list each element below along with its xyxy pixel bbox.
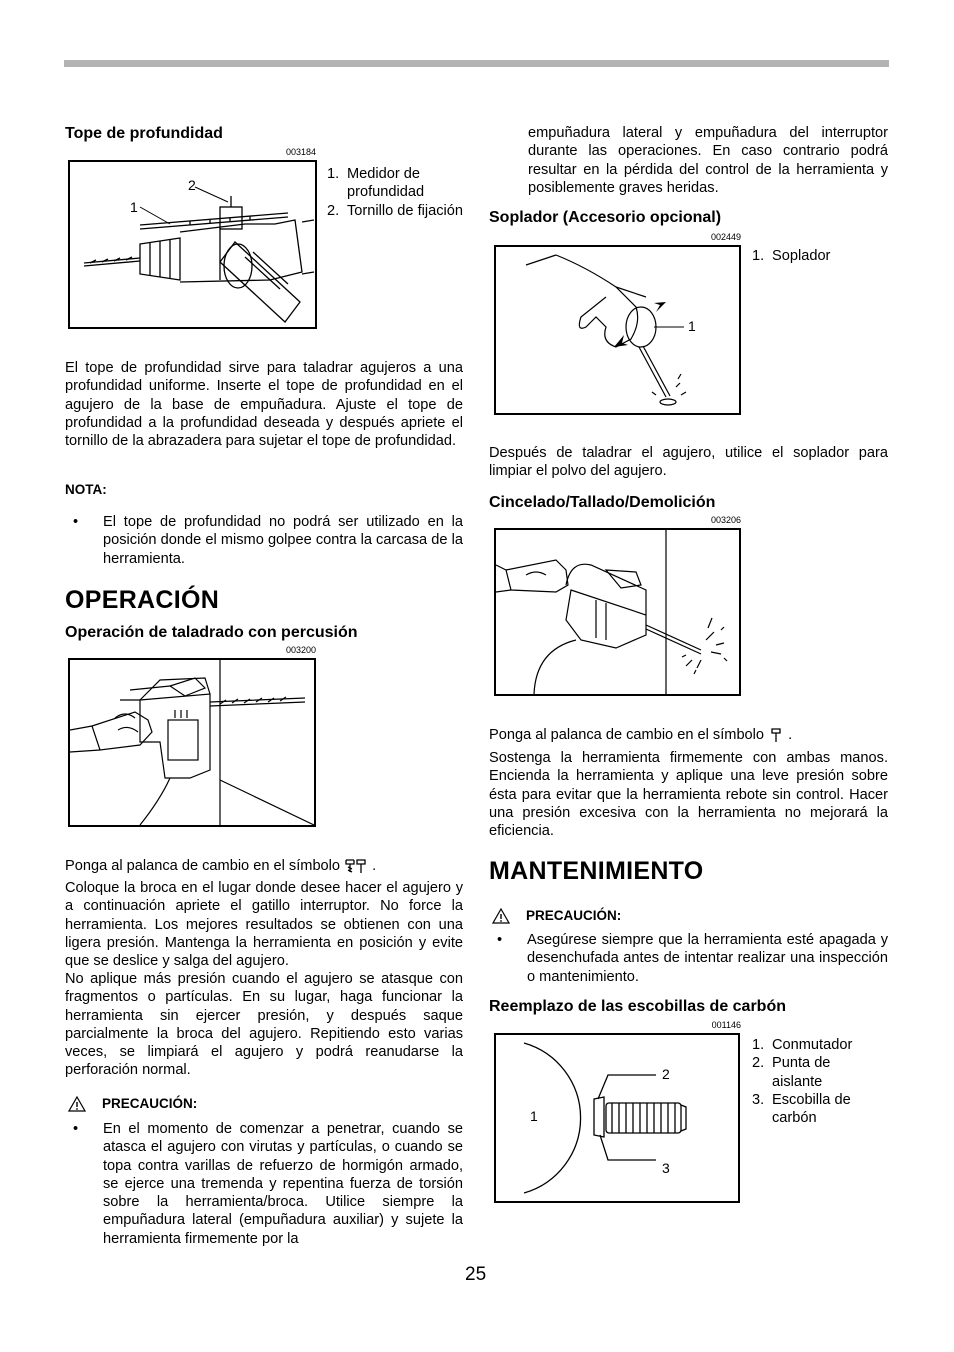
soplador-legend bbox=[752, 247, 882, 265]
note-label: NOTA: bbox=[65, 482, 107, 497]
operacion-subheading: Operación de taladrado con percusión bbox=[65, 624, 358, 641]
figure-code: 003200 bbox=[285, 645, 316, 655]
legend-item: 1. Soplador bbox=[752, 248, 831, 264]
hammer-drill-figure bbox=[68, 658, 316, 827]
page-number: 25 bbox=[465, 1264, 487, 1285]
operacion-para2: Coloque la broca en el lugar donde desee hacer el agujero y a continuación apriete el gatillo interruptor. No force la herramienta. Los mejores resultados se obtienen con una ligera presión. Mantenga la herramienta en posición y evite que se deslice y salga del agujero. bbox=[65, 880, 463, 970]
chiseling-illustration bbox=[496, 530, 739, 694]
carbon-brush-illustration bbox=[496, 1035, 738, 1201]
callout-2: 2 bbox=[662, 1066, 670, 1082]
operacion-para1: Ponga al palanca de cambio en el símbolo . bbox=[65, 858, 377, 874]
tope-paragraph: El tope de profundidad sirve para taladrar agujeros a una profundidad uniforme. Inserte el tope de profundidad en el agujero de la base de empuñadura. Ajuste el tope de profundidad a la profundidad deseada y después apriete el tornillo de la abrazadera para sujetar el tope de profundidad. bbox=[65, 360, 463, 450]
blower-figure bbox=[494, 245, 741, 415]
escobillas-legend bbox=[752, 1036, 882, 1127]
legend-item: 2. Punta de aislante bbox=[752, 1055, 831, 1090]
soplador-paragraph: Después de taladrar el agujero, utilice el soplador para limpiar el polvo del agujero. bbox=[489, 445, 888, 480]
legend-item: 1. Medidor de profundidad bbox=[327, 166, 425, 201]
carbon-brush-figure bbox=[494, 1033, 740, 1203]
caution-block bbox=[492, 907, 621, 925]
operacion-title: OPERACIÓN bbox=[65, 586, 220, 614]
cincelado-para1: Ponga al palanca de cambio en el símbolo . bbox=[489, 727, 793, 743]
header-rule bbox=[64, 60, 889, 67]
escobillas-heading: Reemplazo de las escobillas de carbón bbox=[489, 998, 786, 1015]
tope-legend bbox=[327, 165, 467, 220]
hammer-drill-symbol-icon bbox=[344, 858, 368, 874]
callout-1: 1 bbox=[130, 199, 138, 215]
depth-gauge-figure bbox=[68, 160, 317, 329]
soplador-heading: Soplador (Accesorio opcional) bbox=[489, 209, 722, 226]
operacion-para3: No aplique más presión cuando el agujero se atasque con fragmentos o partículas. En su lugar, haga funcionar la herramienta sin ejercer presión, y después saque parcialmente la broca del agujero. Repitiendo esto varias veces, se limpiará el agujero y podrá reanudarse la perforación normal. bbox=[65, 971, 463, 1079]
caution-label: PRECAUCIÓN: bbox=[526, 908, 622, 923]
legend-item: 1. Conmutador bbox=[752, 1037, 853, 1053]
callout-3: 3 bbox=[662, 1160, 670, 1176]
legend-item: 3. Escobilla de carbón bbox=[752, 1091, 851, 1127]
note-bullet: • El tope de profundidad no podrá ser utilizado en la posición donde el mismo golpee contra la carcasa de la herramienta. bbox=[73, 514, 463, 567]
caution-label: PRECAUCIÓN: bbox=[102, 1096, 198, 1111]
figure-code: 003206 bbox=[710, 515, 741, 525]
mantenimiento-title: MANTENIMIENTO bbox=[489, 857, 704, 885]
continuation-paragraph: empuñadura lateral y empuñadura del interruptor durante las operaciones. En caso contrario podrá resultar en la pérdida del control de la herramienta y posiblemente graves heridas. bbox=[528, 125, 888, 196]
callout-2: 2 bbox=[188, 177, 196, 193]
figure-code: 001146 bbox=[711, 1020, 741, 1030]
warning-triangle-icon bbox=[68, 1096, 86, 1112]
drill-with-depth-gauge-illustration bbox=[70, 162, 315, 327]
hammer-drilling-illustration bbox=[70, 660, 314, 825]
caution-bullet: • Asegúrese siempre que la herramienta esté apagada y desenchufada antes de intentar realizar una inspección o mantenimiento. bbox=[497, 932, 888, 985]
warning-triangle-icon bbox=[492, 908, 510, 924]
tope-heading: Tope de profundidad bbox=[65, 125, 223, 142]
figure-code: 002449 bbox=[710, 232, 741, 242]
hammer-symbol-icon bbox=[768, 727, 784, 743]
legend-item: 2. Tornillo de fijación bbox=[327, 202, 464, 219]
caution-bullet: • En el momento de comenzar a penetrar, cuando se atasca el agujero con virutas y partículas, o cuando se topa contra varillas de refuerzo de hormigón armado, se ejerce una tremenda y repentina fuerza de torsión sobre la herramienta/broca. Utilice siempre la empuñadura lateral (empuñadura auxiliar) y sujete la herramienta firmemente por la bbox=[73, 1121, 463, 1247]
callout-1: 1 bbox=[530, 1108, 538, 1124]
blower-illustration bbox=[496, 247, 739, 413]
caution-block bbox=[68, 1095, 197, 1113]
cincelado-para2: Sostenga la herramienta firmemente con ambas manos. Encienda la herramienta y aplique una leve presión sobre ésta para evitar que la herramienta rebote sin control. Hacer una presión excesiva con la herramienta no mejorará la eficiencia. bbox=[489, 750, 888, 840]
chiseling-figure bbox=[494, 528, 741, 696]
callout-1: 1 bbox=[688, 318, 696, 334]
cincelado-heading: Cincelado/Tallado/Demolición bbox=[489, 494, 716, 511]
figure-code: 003184 bbox=[285, 147, 316, 157]
